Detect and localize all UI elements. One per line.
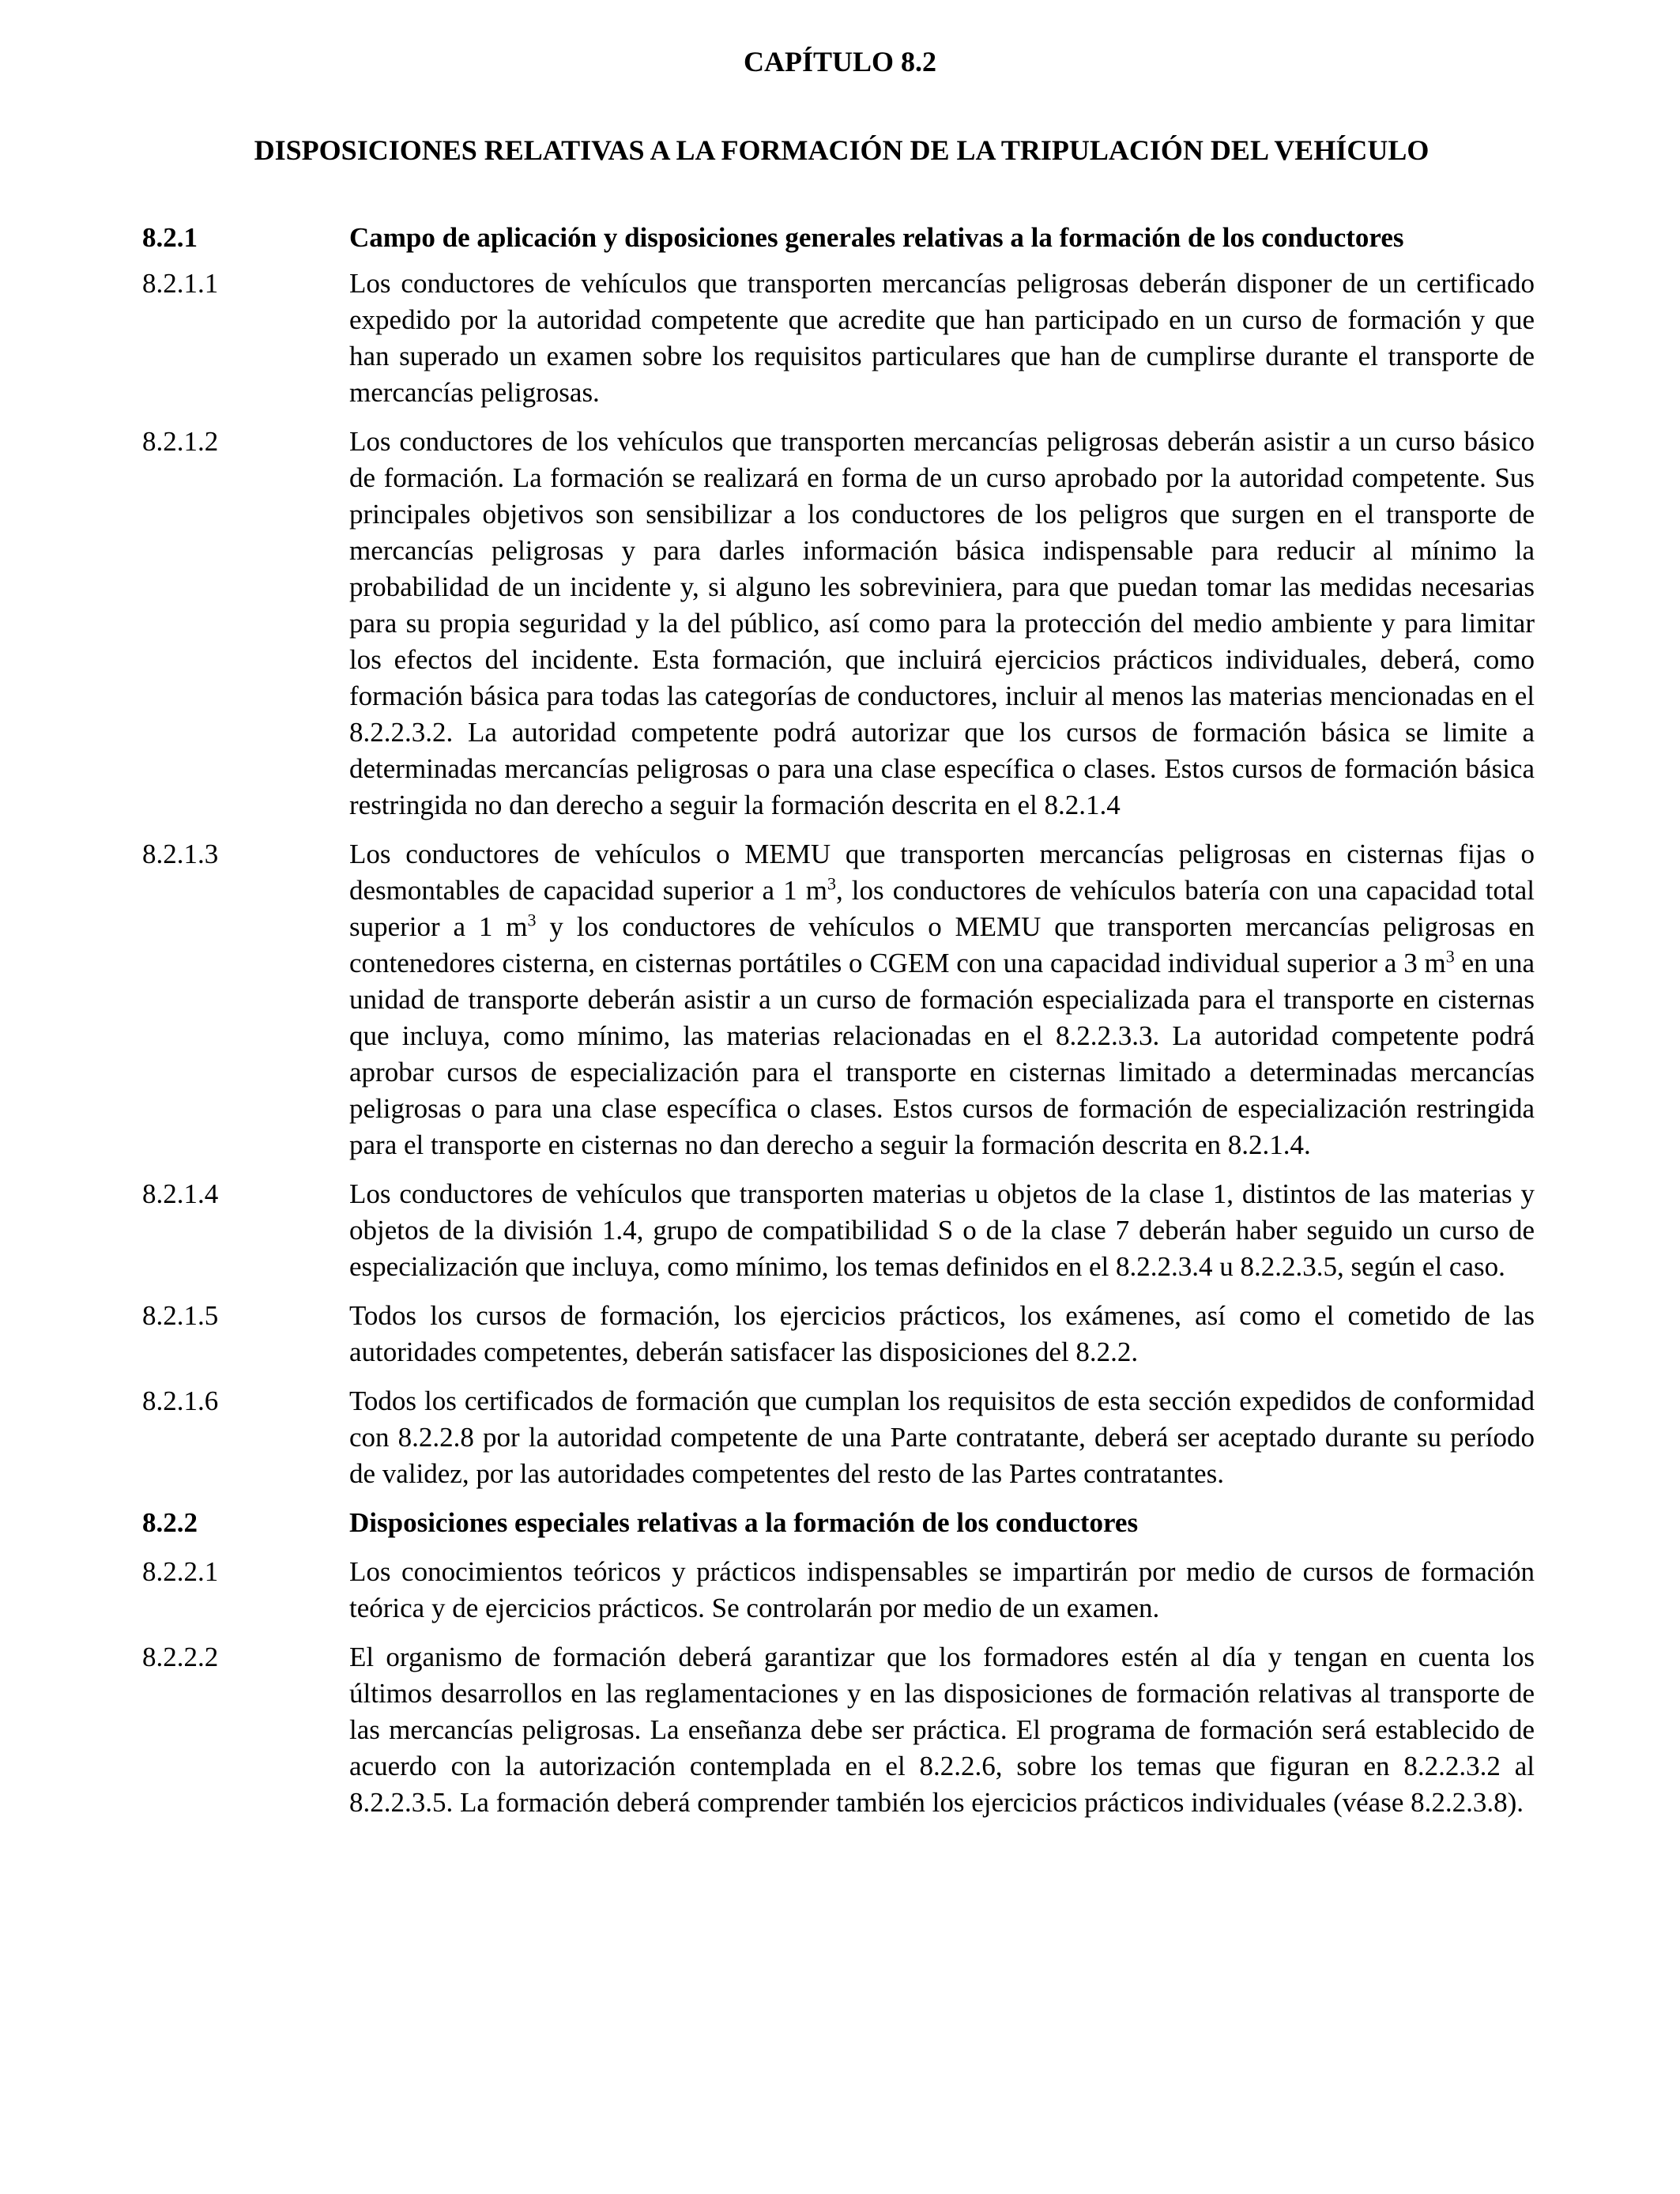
section-number: 8.2.1 — [142, 222, 198, 253]
paragraph-text: Los conductores de los vehículos que transporten mercancías peligrosas deberán asistir a un curso básico de formación. La formación se realizará en forma de un curso aprobado por la autoridad competente. Sus principales objetivos son sensibilizar a los conductores de los peligros que surgen en el transporte de mercancías peligrosas y para darles información básica indispensable para reducir al mínimo la probabilidad de un incidente y, si alguno les sobreviniera, para que puedan tomar las medidas necesarias para su propia seguridad y la del público, así como para la protección del medio ambiente y para limitar los efectos del incidente. Esta formación, que incluirá ejercicios prácticos individuales, deberá, como formación básica para todas las categorías de conductores, incluir al menos las materias mencionadas en el 8.2.2.3.2. La autoridad competente podrá autorizar que los cursos de formación básica se limite a determinadas mercancías peligrosas o para una clase específica o clases. Estos cursos de formación básica restringida no dan derecho a seguir la formación descrita en el 8.2.1.4 — [349, 426, 1535, 820]
chapter-title: DISPOSICIONES RELATIVAS A LA FORMACIÓN DE LA TRIPULACIÓN DEL VEHÍCULO — [254, 134, 1430, 166]
paragraph-text: Todos los certificados de formación que cumplan los requisitos de esta sección expedidos de conformidad con 8.2.2.8 por la autoridad competente de una Parte contratante, deberá ser aceptado durante su período de validez, por las autoridades competentes del resto de las Partes contratantes. — [349, 1385, 1535, 1489]
paragraph-8-2-1-4 — [142, 1176, 1535, 1285]
paragraph-8-2-1-1 — [142, 266, 1535, 411]
superscript: 3 — [1445, 946, 1455, 967]
text-run: , los conductores de vehículos batería con una capacidad total superior a 1 m — [349, 875, 1535, 942]
paragraph-text: El organismo de formación deberá garantizar que los formadores estén al día y tengan en cuenta los últimos desarrollos en las reglamentaciones y en las disposiciones de formación relativas al transporte de las mercancías peligrosas. La enseñanza debe ser práctica. El programa de formación será establecido de acuerdo con la autorización contemplada en el 8.2.2.6, sobre los temas que figuran en 8.2.2.3.2 al 8.2.2.3.5. La formación deberá comprender también los ejercicios prácticos individuales (véase 8.2.2.3.8). — [349, 1642, 1535, 1818]
paragraph-text: Todos los cursos de formación, los ejercicios prácticos, los exámenes, así como el cometido de las autoridades competentes, deberán satisfacer las disposiciones del 8.2.2. — [349, 1300, 1535, 1367]
superscript: 3 — [527, 910, 537, 930]
paragraph-number: 8.2.1.4 — [142, 1178, 219, 1209]
paragraph-number: 8.2.1.2 — [142, 426, 219, 457]
paragraph-8-2-1-3 — [142, 836, 1535, 1163]
paragraph-8-2-2-2 — [142, 1639, 1535, 1821]
section-heading: Campo de aplicación y disposiciones generales relativas a la formación de los conductores — [349, 222, 1404, 253]
section-number: 8.2.2 — [142, 1507, 198, 1538]
text-run: Los conductores de vehículos o MEMU que transporten mercancías peligrosas en cisternas fijas o desmontables de capacidad superior a 1 m — [349, 839, 1535, 906]
text-run: en una unidad de transporte deberán asistir a un curso de formación especializada para el transporte en cisternas que incluya, como mínimo, las materias relacionadas en el 8.2.2.3.3. La autoridad competente podrá aprobar cursos de especialización para el transporte en cisternas limitado a determinadas mercancías peligrosas o para una clase específica o clases. Estos cursos de formación de especialización restringida para el transporte en cisternas no dan derecho a seguir la formación descrita en 8.2.1.4. — [349, 948, 1535, 1160]
section-heading: Disposiciones especiales relativas a la formación de los conductores — [349, 1507, 1139, 1538]
superscript: 3 — [827, 873, 836, 894]
paragraph-number: 8.2.2.2 — [142, 1642, 219, 1672]
chapter-number: CAPÍTULO 8.2 — [743, 46, 937, 77]
paragraph-8-2-2-1 — [142, 1554, 1535, 1627]
paragraph-8-2-1-2 — [142, 424, 1535, 824]
section-8-2-1 — [142, 220, 1535, 256]
paragraph-number: 8.2.1.3 — [142, 839, 219, 869]
paragraph-number: 8.2.1.5 — [142, 1300, 219, 1331]
document-body — [142, 220, 1535, 1821]
paragraph-text: Los conductores de vehículos que transporten mercancías peligrosas deberán disponer de un certificado expedido por la autoridad competente que acredite que han participado en un curso de formación y que han superado un examen sobre los requisitos particulares que han de cumplirse durante el transporte de mercancías peligrosas. — [349, 268, 1535, 408]
paragraph-8-2-1-5 — [142, 1298, 1535, 1370]
text-run: y los conductores de vehículos o MEMU que transporten mercancías peligrosas en contenedores cisterna, en cisternas portátiles o CGEM con una capacidad individual superior a 3 m — [349, 911, 1535, 978]
paragraph-text: Los conocimientos teóricos y prácticos indispensables se impartirán por medio de cursos de formación teórica y de ejercicios prácticos. Se controlarán por medio de un examen. — [349, 1556, 1535, 1623]
paragraph-number: 8.2.1.1 — [142, 268, 219, 299]
section-8-2-2 — [142, 1505, 1535, 1541]
paragraph-text: Los conductores de vehículos que transporten materias u objetos de la clase 1, distintos de las materias y objetos de la división 1.4, grupo de compatibilidad S o de la clase 7 deberán haber seguido un curso de especialización que incluya, como mínimo, los temas definidos en el 8.2.2.3.4 u 8.2.2.3.5, según el caso. — [349, 1178, 1535, 1282]
paragraph-number: 8.2.2.1 — [142, 1556, 219, 1587]
paragraph-number: 8.2.1.6 — [142, 1385, 219, 1416]
paragraph-text — [349, 836, 1535, 1163]
paragraph-8-2-1-6 — [142, 1383, 1535, 1492]
